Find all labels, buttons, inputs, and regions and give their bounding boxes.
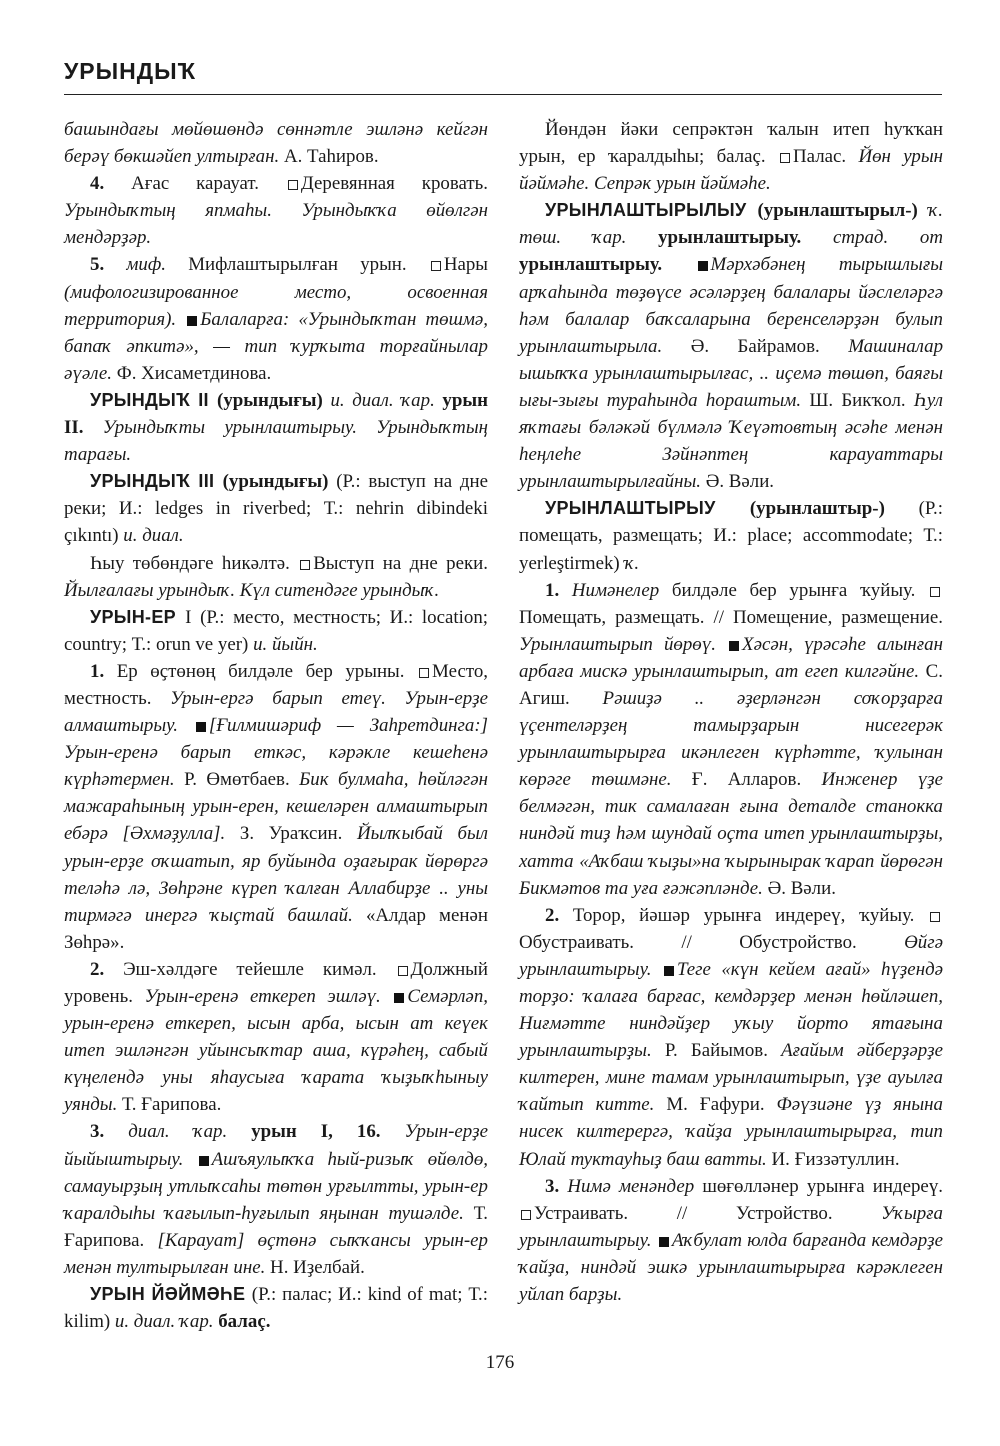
example-text: Урындыҡты урынлаштырыу. Урындыҡтың тарағы.	[64, 417, 488, 466]
source-citation: Ә. Вәли.	[705, 471, 775, 493]
russian-marker-icon	[930, 587, 940, 597]
citation-marker-icon	[199, 1156, 209, 1166]
definition: шөғөлләнер урынға индереү.	[702, 1175, 943, 1197]
russian-marker-icon	[521, 1210, 531, 1220]
russian-marker-icon	[398, 966, 408, 976]
example-text: Теге «күн кейем ағай» һүҙендә торҙо: ҡалаға барғас, кемдәрҙер менән һөйләшеп, Ниғмәтте ниндәйҙер уҡыу йорто ятағына урынлаштырҙы.	[519, 958, 944, 1062]
example-text: Йылғалағы урындыҡ. Күл ситендәге урындыҡ.	[64, 579, 440, 601]
sense-3	[64, 1118, 488, 1281]
example-text: Рәшиҙә .. әҙерләнгән соҡорҙарға үҫентеләрҙең тамырҙарын нисегерәк урынлаштырырға икәнлеген күрһәтте, ҡулынан көрәге төшмәне.	[519, 687, 943, 791]
translations: (Р.: палас; И.: kind of mat; Т.: kilim)	[64, 1284, 488, 1333]
sense-number: 1.	[545, 579, 572, 601]
example-text: Мәрхәбәнең тырышлығы арҡаһында төҙөүсе әсәләрҙең балалары йәслеләргә һәм балалар баҡсаларына беренселәрҙән булып урынлаштырыла.	[519, 254, 943, 357]
source-citation: Н. Иҙелбай.	[270, 1256, 365, 1278]
cross-reference: урынлаштырыу.	[658, 227, 833, 249]
grammar-label: ҡ. төш. ҡар.	[519, 200, 943, 249]
citation-marker-icon	[698, 261, 708, 271]
headword: УРЫНДЫҠ II	[90, 389, 218, 410]
sense-2	[64, 956, 488, 1119]
sense-1	[64, 658, 488, 956]
example-text: Урын-ерҙе йыйыштырыу.	[64, 1121, 488, 1170]
example-text: Уҡырға урынлаштырыу.	[519, 1202, 943, 1251]
russian-translation: Должный уровень.	[64, 958, 488, 1007]
russian-translation: Место, местность.	[64, 660, 489, 709]
grammar-label: ҡ.	[624, 552, 640, 574]
headword-form: (урындығы)	[222, 471, 337, 493]
headword: УРЫН ЙӘЙМӘҺЕ	[90, 1284, 252, 1305]
source-citation: Ғ. Алларов.	[691, 769, 822, 791]
entry-urindyq-3	[64, 468, 488, 549]
grammar-label: и. диал. ҡар.	[330, 389, 443, 411]
right-column	[519, 116, 943, 1308]
source-citation: Ә. Вәли.	[767, 877, 836, 899]
example-text: Ағайым әйберҙәрҙе килтерен, мине тамам урынлаштырып, үҙе ауылға ҡайтып китте.	[519, 1040, 943, 1116]
cross-reference: урын I, 16.	[251, 1121, 405, 1143]
definition: Эш-хәлдәге тейешле кимәл.	[123, 958, 396, 980]
sense-2	[519, 902, 943, 1173]
cross-reference: балаç.	[218, 1311, 271, 1333]
source-citation: М. Ғафури.	[666, 1094, 777, 1116]
headword-form: (урынлаштырыл-)	[757, 200, 929, 222]
russian-marker-icon	[431, 261, 441, 271]
cross-reference: урынлаштырыу.	[519, 254, 696, 276]
citation-marker-icon	[664, 966, 674, 976]
grammar-label: страд. от	[832, 227, 943, 249]
homonym-number: I	[185, 606, 201, 628]
headword: УРЫНЛАШТЫРЫУ	[545, 498, 750, 519]
citation-marker-icon	[394, 993, 404, 1003]
source-citation: Р. Байымов.	[664, 1040, 782, 1062]
example-text: Бик булмаһа, һөйләгән мажараһының урын-ерен, кешеләрен алмаштырып ебәрә [Әхмәҙулла].	[64, 769, 488, 845]
sense-number: 4.	[90, 173, 132, 195]
example-text: Урындыҡтың япмаһы. Урындыҡҡа өйөлгән мендәрҙәр.	[64, 200, 488, 249]
citation-marker-icon	[729, 641, 739, 651]
sense-number: 1.	[90, 660, 117, 682]
translations: (Р.: выступ на дне реки; И.: ledges in riverbed; Т.: nehrin dibindeki çıkıntı)	[64, 471, 489, 547]
entry-urin-er	[64, 604, 488, 658]
entry-urindyq-3-definition	[64, 550, 488, 604]
source-citation: Т. Ғарипова.	[122, 1094, 222, 1116]
citation-marker-icon	[659, 1237, 669, 1247]
translations: (Р.: место, местность; И.: location; country; Т.: orun ve yer)	[64, 606, 489, 655]
grammar-label: и. диал.	[123, 525, 184, 547]
definition: Ер өҫтөнөң билдәле бер урыны.	[116, 660, 418, 682]
headword: УРЫНДЫҠ III	[90, 471, 223, 492]
header-rule	[64, 94, 942, 95]
russian-marker-icon	[419, 668, 429, 678]
russian-translation: Устраивать. // Устройство.	[534, 1202, 882, 1224]
headword-form: (урындығы)	[217, 389, 331, 411]
headword: УРЫН-ЕР	[90, 606, 186, 627]
entry-urin-yaymahe	[64, 1281, 488, 1335]
example-text: Урын-ергә барып етеү. Урын-ерҙе алмаштырыу.	[64, 687, 488, 737]
definition: билдәле бер урынға ҡуйыу.	[671, 579, 928, 601]
grammar-label: и. йыйн.	[253, 633, 318, 655]
example-text: [Ғилмишәриф — Заһретдинга:] Урын-еренә барып еткәс, кәрәкле кешеһенә күрһәтермен.	[64, 715, 488, 791]
russian-marker-icon	[288, 180, 298, 190]
example-text: Балаларға: «Урындыҡтан төшмә, бапаҡ әпкитә», — тип ҡурҡыта торғайнылар әүәле.	[64, 308, 488, 384]
example-text: Ашъяулыҡҡа һый-ризыҡ өйөлдө, самауырҙың утлыҡсаһы төтөн урғылтты, урын-ер ҡаралдыһы ҡағылып-һуғылып яңынан тушәлде.	[64, 1148, 488, 1224]
source-citation: Ә. Байрамов.	[690, 335, 849, 357]
sense-number: 3.	[90, 1121, 129, 1143]
page-number: 176	[485, 1352, 515, 1373]
source-citation: Т. Ғарипова.	[64, 1202, 488, 1251]
example-text: башындағы мөйөшөндә сөннәтле эшләнә кейгән берәү бөкшәйеп ултырған.	[64, 119, 488, 168]
sense-5	[64, 251, 488, 386]
sense-number: 3.	[545, 1175, 568, 1197]
source-citation: Ф. Хисаметдинова.	[116, 362, 272, 384]
cross-reference: урын II.	[64, 389, 488, 439]
citation-marker-icon	[187, 316, 197, 326]
sense-number: 2.	[90, 958, 124, 980]
entry-urinlashtiriliu	[519, 197, 943, 495]
source-citation: С. Агиш.	[519, 660, 943, 709]
translations: (Р.: помещать, размещать; И.: place; accommodate; Т.: yerleştirmek)	[519, 498, 943, 574]
example-text: Йөн урын йәймәһе. Сепрәк урын йәймәһе.	[519, 146, 943, 195]
russian-translation: Деревянная кровать.	[300, 173, 489, 195]
example-text: Урын-еренә еткереп эшләү.	[144, 986, 393, 1007]
source-citation: Р. Өмөтбаев.	[184, 769, 300, 791]
example-text: Йылҡыбай был урын-ерҙе оҡшатып, яр буйында оҙағырак йөрөргә теләһә лә, Зөһрәне күреп ҡалған Аллабирҙе .. уны тирмәгә инергә ҡыҫтай башлай.	[64, 823, 488, 926]
russian-marker-icon	[930, 912, 940, 922]
sense-number: 2.	[545, 904, 573, 926]
valency-note: Нимәнелер	[571, 579, 672, 601]
example-text: Машиналар ышыҡҡа урынлаштырылғас, .. иҫемә төшөп, баяғы ығы-зығы тураһында һораштым.	[519, 335, 944, 411]
left-column	[64, 116, 488, 1335]
example-text: Өйгә урынлаштырыу.	[519, 931, 943, 980]
entry-urindyq-2	[64, 387, 488, 468]
citation-marker-icon	[196, 722, 206, 732]
russian-translation: Помещать, размещать. // Помещение, размещение.	[519, 606, 943, 628]
russian-translation: Палас.	[793, 146, 859, 168]
example-text: Семәрләп, урын-еренә еткереп, ысын арба, ысын ат кеүек итеп эшләнгән уйынсыҡтар аша, күрәһең, сабый күңелендә уны яһаусыға ҡарата ҡыҙыҡһыныу уянды.	[64, 986, 488, 1116]
valency-note: Нимә менәндер	[567, 1175, 703, 1197]
sense-number: 5.	[90, 254, 127, 276]
entry-urin-yaymahe-definition	[519, 116, 943, 197]
definition: Һыу төбөндәге һикәлтә.	[90, 552, 299, 574]
grammar-label: диал. ҡар.	[128, 1121, 252, 1143]
example-text: [Карауат] өҫтөнә сыҡҡансы урын-ер менән тултырылған ине.	[64, 1229, 488, 1278]
definition: Торор, йәшәр урынға индереү, ҡуйыу.	[572, 904, 928, 926]
example-text: Фәүзиәне үҙ янына нисек килтерергә, ҡайҙа урынлаштырырға, тип Юлай туктауһыҙ баш ватты.	[519, 1094, 943, 1170]
example-text: Хәсән, үрәсәһе алынған арбаға мискә урынлаштырып, ат егеп килгәйне.	[519, 633, 943, 682]
running-head: УРЫНДЫҠ	[64, 58, 197, 84]
entry-urinlashtiriu	[519, 495, 943, 576]
russian-gloss: (мифологизированное место, освоенная территория).	[64, 281, 488, 330]
source-citation: Ш. Бикҡол.	[809, 389, 914, 411]
source-citation: «Алдар менән Зөһрә».	[64, 904, 488, 953]
source-citation: И. Ғиззәтуллин.	[771, 1148, 900, 1170]
sense-4	[64, 170, 488, 251]
headword: УРЫНЛАШТЫРЫЛЫУ	[545, 200, 758, 221]
sense-1	[519, 577, 943, 902]
source-citation: З. Ураҡсин.	[239, 823, 358, 845]
russian-marker-icon	[300, 560, 310, 570]
russian-translation: Нары	[443, 254, 488, 276]
grammar-label: и. диал. ҡар.	[114, 1311, 219, 1333]
definition: Ағас карауат.	[131, 173, 286, 195]
example-text: Инженер үҙе белмәгән, тик самалаған ғына деталде станокка ниндәй тиҙ һәм шундай оҫта итеп урынлаштырҙы, хатта «Аҡбаш ҡыҙы»на ҡырынырак ҡарап йөрөгән Бикмәтов та уға ғәжәпләнде.	[519, 769, 943, 899]
definition: Йөндән йәки сепрәктән ҡалын итеп һуҡҡан урын, ер ҡаралдыһы; балаç.	[519, 119, 943, 168]
grammar-label: миф.	[126, 254, 189, 276]
example-text: Урынлаштырып йөрөү.	[519, 633, 728, 655]
sense-3	[519, 1173, 943, 1308]
continuation-paragraph	[64, 116, 488, 170]
russian-marker-icon	[780, 153, 790, 163]
definition: Мифлаштырылған урын.	[188, 254, 429, 276]
source-citation: А. Таһиров.	[283, 146, 379, 168]
example-text: Аҡбулат юлда барғанда кемдәрҙе ҡайҙа, ниндәй эшкә урынлаштырырға кәрәклеген уйлап барҙы.	[519, 1229, 944, 1306]
example-text: Һул яҡтағы бәләкәй бүлмәлә Ҡеүәтовтың әсәһе менән һеңлеһе Зәйнәптең карауаттары урынлаштырылғайны.	[519, 389, 943, 493]
headword-form: (урынлаштыр-)	[749, 498, 919, 520]
russian-translation: Выступ на дне реки.	[313, 552, 488, 574]
russian-translation: Обустраивать. // Обустройство.	[519, 931, 905, 953]
